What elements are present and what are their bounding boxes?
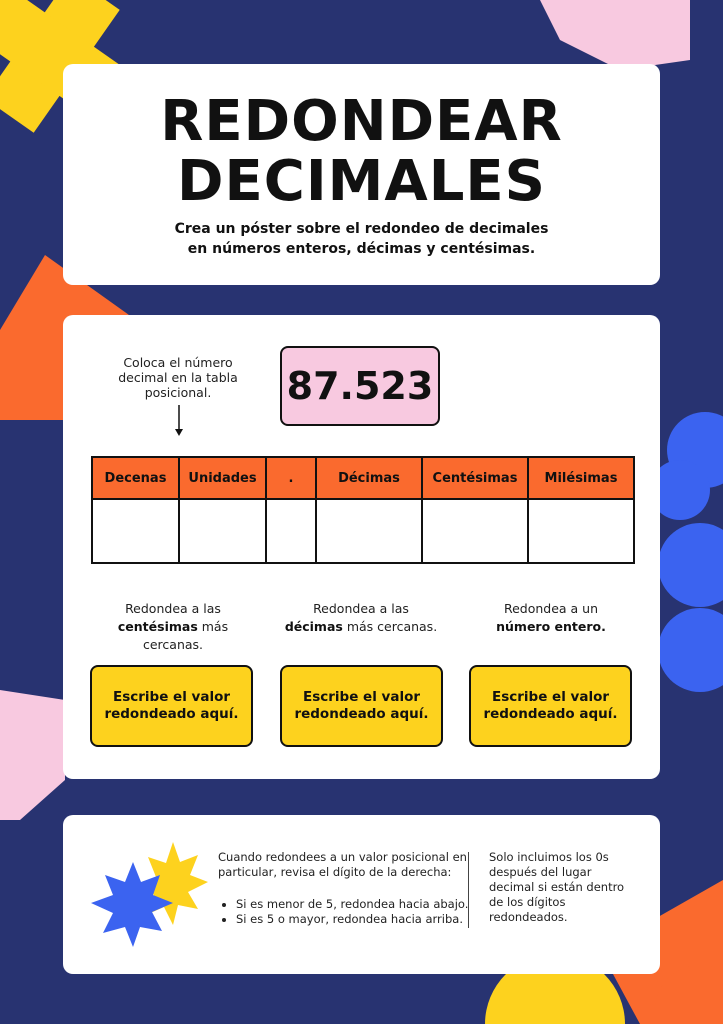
title-card (63, 64, 660, 285)
place-value-instruction: Coloca el número decimal en la tabla posicional. (118, 355, 238, 400)
answer-box-tenths[interactable]: Escribe el valor redondeado aquí. (280, 665, 443, 747)
answer-box-whole[interactable]: Escribe el valor redondeado aquí. (469, 665, 632, 747)
rule-round-down: • Si es menor de 5, redondea hacia abajo. (236, 897, 486, 912)
tips-card (63, 815, 660, 974)
page-title-line-1: REDONDEAR (160, 89, 563, 154)
cell-unidades[interactable] (179, 499, 266, 563)
cell-centesimas[interactable] (422, 499, 528, 563)
zeros-note: Solo incluimos los 0s después del lugar decimal si están dentro de los dígitos redondeados. (489, 850, 625, 924)
cell-decenas[interactable] (92, 499, 179, 563)
pink-shape-top (540, 0, 690, 70)
place-value-table (91, 456, 635, 564)
round-label-whole: Redondea a un número entero. (496, 601, 606, 634)
subtitle-line-1: Crea un póster sobre el redondeo de decimales (174, 221, 549, 237)
header-milesimas: Milésimas (528, 457, 634, 499)
header-decimal-point: . (266, 457, 316, 499)
cell-milesimas[interactable] (528, 499, 634, 563)
header-unidades: Unidades (179, 457, 266, 499)
rounding-rule-intro: Cuando redondees a un valor posicional en particular, revisa el dígito de la derecha: (218, 850, 467, 879)
subtitle-line-2: en números enteros, décimas y centésimas. (187, 241, 536, 257)
exercise-card (63, 315, 660, 779)
blue-circle (658, 608, 723, 692)
decimal-number-box: 87.523 (280, 346, 440, 426)
cell-decimal-point[interactable] (266, 499, 316, 563)
page-title-line-2: DECIMALES (176, 149, 546, 214)
header-decimas: Décimas (316, 457, 422, 499)
round-label-tenths: Redondea a las décimas más cercanas. (284, 601, 438, 634)
header-centesimas: Centésimas (422, 457, 528, 499)
pink-shape-left (0, 690, 65, 820)
cell-decimas[interactable] (316, 499, 422, 563)
rounding-rules-list (218, 897, 486, 927)
arrow-down-icon (174, 405, 184, 437)
divider (468, 852, 469, 928)
star-burst-icon (88, 837, 208, 947)
round-label-hundredths: Redondea a las centésimas más cercanas. (117, 601, 229, 652)
blue-circle (658, 523, 723, 607)
rule-round-up: • Si es 5 o mayor, redondea hacia arriba. (236, 912, 486, 927)
answer-box-hundredths[interactable]: Escribe el valor redondeado aquí. (90, 665, 253, 747)
header-decenas: Decenas (92, 457, 179, 499)
